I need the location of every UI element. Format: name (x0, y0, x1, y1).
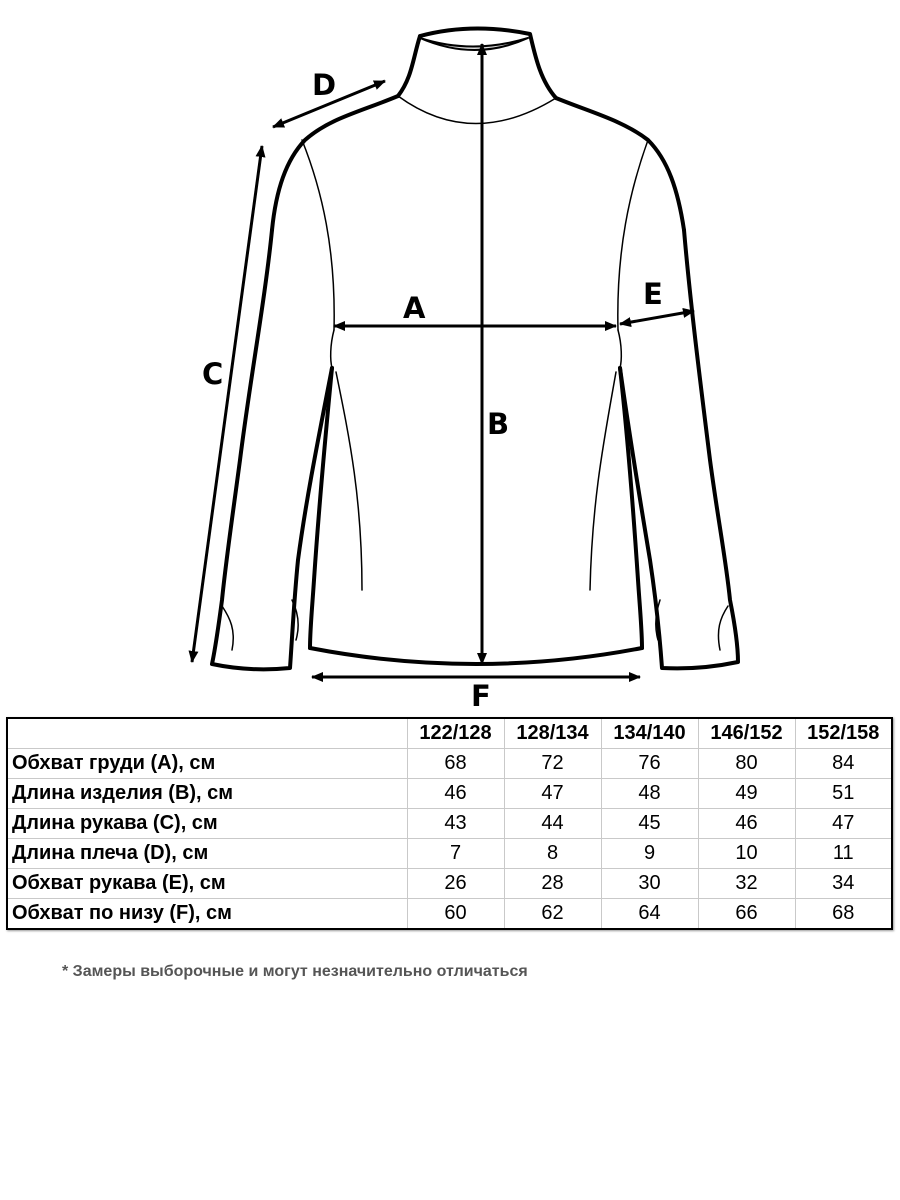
header-cell: 134/140 (601, 718, 698, 749)
table-cell: 76 (601, 749, 698, 779)
table-cell: 34 (795, 869, 892, 899)
row-label: Обхват по низу (F), см (7, 899, 407, 930)
table-cell: 48 (601, 779, 698, 809)
left-fold-line (336, 372, 362, 590)
table-row (7, 749, 892, 779)
collar-inner (420, 38, 528, 50)
table-row (7, 809, 892, 839)
table-cell: 60 (407, 899, 504, 930)
arrow-e (620, 311, 694, 324)
label-d: D (312, 68, 337, 102)
left-shoulder (272, 96, 398, 230)
right-shoulder (556, 98, 684, 230)
table-cell: 62 (504, 899, 601, 930)
table-cell: 84 (795, 749, 892, 779)
label-e: E (643, 277, 663, 311)
label-b: B (487, 407, 510, 441)
table-cell: 46 (407, 779, 504, 809)
table-row (7, 839, 892, 869)
measurement-note: * Замеры выборочные и могут незначительно отличаться (62, 963, 528, 980)
row-label: Обхват рукава (E), см (7, 869, 407, 899)
table-cell: 10 (698, 839, 795, 869)
row-label: Длина плеча (D), см (7, 839, 407, 869)
header-cell: 146/152 (698, 718, 795, 749)
table-cell: 47 (504, 779, 601, 809)
table-cell: 26 (407, 869, 504, 899)
table-cell: 9 (601, 839, 698, 869)
row-label: Длина изделия (B), см (7, 779, 407, 809)
hem (310, 648, 642, 664)
table-header-row (7, 718, 892, 749)
table-row (7, 869, 892, 899)
right-fold-line (590, 372, 616, 590)
table-cell: 49 (698, 779, 795, 809)
table-cell: 68 (795, 899, 892, 930)
arrow-c (192, 146, 262, 662)
table-cell: 72 (504, 749, 601, 779)
collar-seam (398, 96, 556, 124)
label-f: F (471, 679, 491, 713)
table-row (7, 779, 892, 809)
table-row (7, 899, 892, 930)
row-label: Обхват груди (A), см (7, 749, 407, 779)
table-cell: 32 (698, 869, 795, 899)
label-c: C (202, 357, 224, 391)
table-cell: 30 (601, 869, 698, 899)
header-cell: 152/158 (795, 718, 892, 749)
row-label: Длина рукава (C), см (7, 809, 407, 839)
table-cell: 46 (698, 809, 795, 839)
header-cell: 128/134 (504, 718, 601, 749)
table-cell: 68 (407, 749, 504, 779)
table-cell: 28 (504, 869, 601, 899)
table-cell: 11 (795, 839, 892, 869)
left-armhole-seam (302, 140, 334, 330)
table-cell: 44 (504, 809, 601, 839)
size-table (6, 717, 893, 930)
table-cell: 45 (601, 809, 698, 839)
table-cell: 80 (698, 749, 795, 779)
table-cell: 8 (504, 839, 601, 869)
left-underarm-line (331, 330, 334, 368)
left-cuff-detail (222, 600, 298, 650)
measurement-arrows (192, 44, 694, 677)
right-cuff-detail (656, 600, 728, 650)
body-right-side (620, 368, 642, 648)
table-cell: 43 (407, 809, 504, 839)
sweater-outline (212, 28, 738, 669)
table-cell: 47 (795, 809, 892, 839)
table-cell: 7 (407, 839, 504, 869)
header-cell: 122/128 (407, 718, 504, 749)
table-cell: 64 (601, 899, 698, 930)
right-underarm-line (618, 330, 621, 368)
header-cell (7, 718, 407, 749)
table-cell: 66 (698, 899, 795, 930)
label-a: A (403, 291, 426, 325)
table-cell: 51 (795, 779, 892, 809)
body-left-side (310, 368, 332, 648)
